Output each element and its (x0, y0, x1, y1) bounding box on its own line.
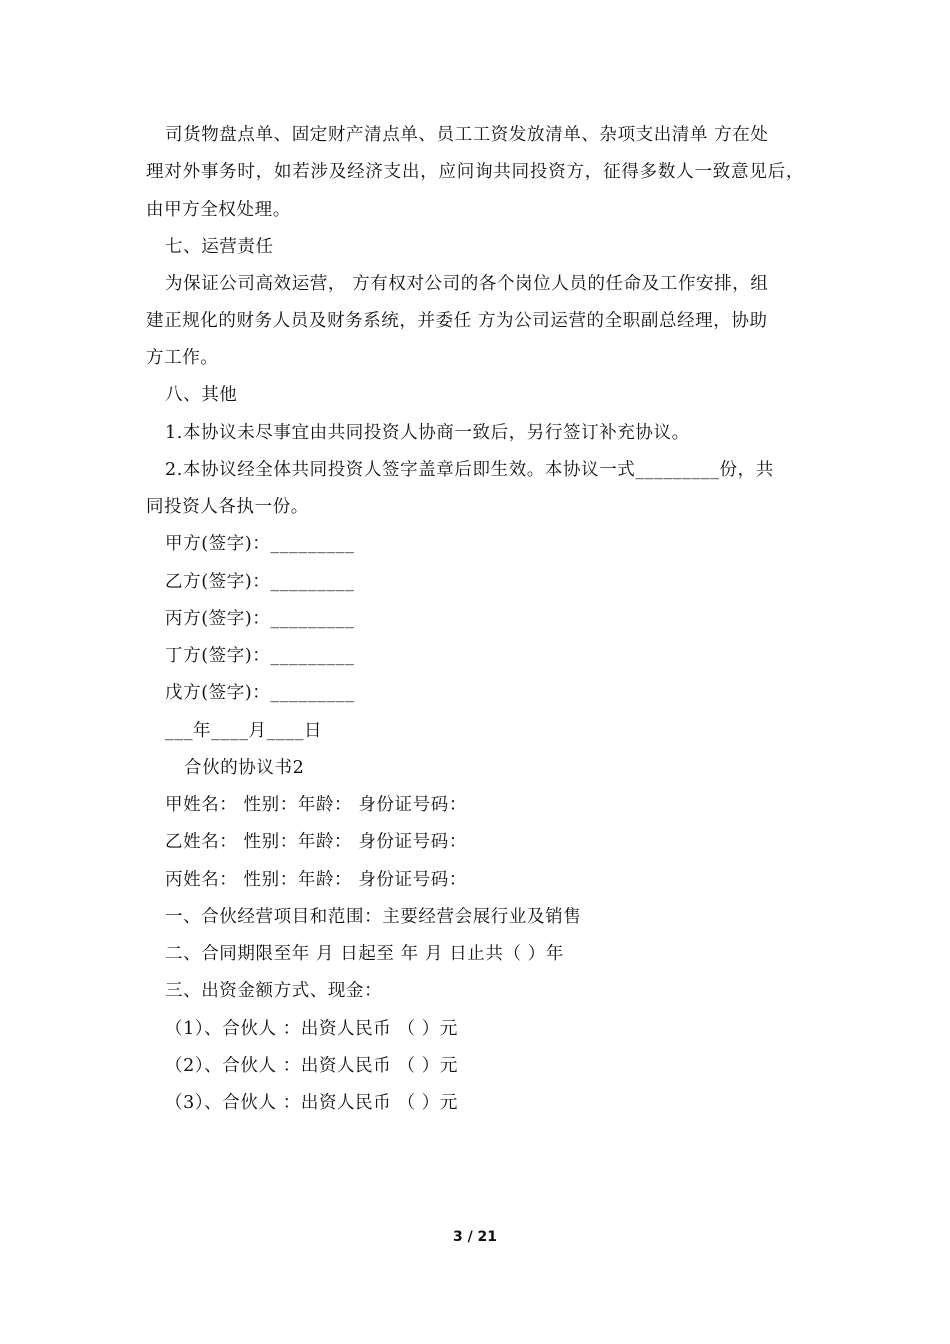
clause-line: 二、合同期限至年 月 日起至 年 月 日止共（ ）年 (165, 944, 564, 964)
paragraph-line: 由甲方全权处理。 (146, 200, 291, 220)
party-info-line: 丙姓名： 性别：年龄： 身份证号码： (165, 870, 467, 890)
paragraph-line: 同投资人各执一份。 (146, 497, 309, 517)
paragraph-line: 理对外事务时，如若涉及经济支出，应问询共同投资方，征得多数人一致意见后， (146, 162, 804, 182)
contribution-line: （1）、合伙人 ：出资人民币 （ ）元 (165, 1019, 458, 1039)
section-heading: 七、运营责任 (165, 237, 274, 257)
signature-line-yi: 乙方(签字)：_________ (165, 572, 355, 592)
page-indicator: 3 / 21 (452, 1229, 498, 1245)
clause-line: 三、出资金额方式、现金： (165, 981, 383, 1001)
section-heading: 八、其他 (165, 385, 238, 405)
signature-line-wu: 戊方(签字)：_________ (165, 683, 355, 703)
paragraph-line: 为保证公司高效运营， 方有权对公司的各个岗位人员的任命及工作安排，组 (165, 274, 769, 294)
party-info-line: 乙姓名： 性别：年龄： 身份证号码： (165, 832, 467, 852)
paragraph-line: 2.本协议经全体共同投资人签字盖章后即生效。本协议一式_________份，共 (165, 460, 774, 480)
paragraph-line: 建正规化的财务人员及财务系统，并委任 方为公司运营的全职副总经理，协助 (146, 311, 768, 331)
signature-line-ding: 丁方(签字)：_________ (165, 646, 355, 666)
date-line: ___年____月____日 (165, 721, 323, 741)
clause-line: 一、合伙经营项目和范围：主要经营会展行业及销售 (165, 907, 582, 927)
contribution-line: （2）、合伙人 ：出资人民币 （ ）元 (165, 1056, 458, 1076)
document-subtitle: 合伙的协议书2 (184, 758, 305, 778)
party-info-line: 甲姓名： 性别：年龄： 身份证号码： (165, 795, 467, 815)
signature-line-bing: 丙方(签字)：_________ (165, 609, 355, 629)
signature-line-jia: 甲方(签字)：_________ (165, 534, 355, 554)
paragraph-line: 司货物盘点单、固定财产清点单、员工工资发放清单、杂项支出清单 方在处 (165, 125, 769, 145)
paragraph-line: 方工作。 (146, 348, 219, 368)
contribution-line: （3）、合伙人 ：出资人民币 （ ）元 (165, 1093, 458, 1113)
paragraph-line: 1.本协议未尽事宜由共同投资人协商一致后，另行签订补充协议。 (165, 423, 690, 443)
